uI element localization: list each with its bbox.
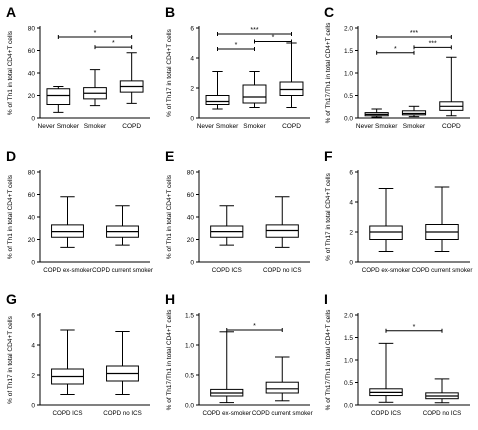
significance-label: *** bbox=[409, 30, 419, 37]
y-tick-label: 6 bbox=[190, 25, 194, 33]
box-2 bbox=[84, 70, 107, 106]
box-2 bbox=[107, 332, 139, 395]
box-3 bbox=[440, 57, 463, 116]
box-1 bbox=[370, 189, 402, 252]
panel-label: D bbox=[6, 148, 17, 164]
box-3 bbox=[280, 43, 303, 108]
iqr-box bbox=[280, 82, 303, 96]
iqr-box bbox=[402, 111, 425, 115]
y-tick-label: 0 bbox=[31, 115, 35, 123]
significance-label: *** bbox=[250, 27, 259, 34]
y-tick-label: 0.5 bbox=[343, 92, 353, 100]
category-label: COPD ex-smoker bbox=[43, 267, 92, 274]
y-tick-label: 40 bbox=[186, 214, 194, 222]
box-1 bbox=[370, 343, 402, 402]
y-tick-label: 20 bbox=[27, 92, 35, 100]
y-tick-label: 2 bbox=[349, 229, 353, 237]
significance-label: *** bbox=[428, 40, 437, 48]
y-tick-label: 20 bbox=[186, 236, 194, 244]
y-tick-label: 1.5 bbox=[184, 312, 194, 320]
category-label: Never Smoker bbox=[196, 123, 239, 130]
box-1 bbox=[47, 87, 70, 113]
box-1 bbox=[52, 197, 84, 248]
panel-label: I bbox=[324, 291, 328, 307]
y-tick-label: 2.0 bbox=[343, 25, 353, 33]
y-tick-label: 2 bbox=[31, 372, 35, 380]
y-tick-label: 4 bbox=[190, 55, 194, 63]
panel-label: E bbox=[165, 148, 175, 164]
iqr-box bbox=[370, 226, 402, 240]
y-tick-label: 4 bbox=[349, 199, 353, 207]
y-tick-label: 0.0 bbox=[184, 402, 194, 410]
iqr-box bbox=[206, 96, 229, 105]
category-label: COPD current smoker bbox=[411, 267, 473, 274]
panel-label: C bbox=[324, 4, 335, 20]
y-tick-label: 0.0 bbox=[343, 115, 353, 123]
category-label: Never Smoker bbox=[355, 123, 398, 130]
category-label: COPD ex-smoker bbox=[202, 410, 251, 417]
category-label: COPD current smoker bbox=[251, 410, 313, 417]
significance-label: * bbox=[412, 323, 416, 331]
panel-label: B bbox=[165, 4, 176, 20]
category-label: COPD ICS bbox=[371, 410, 401, 417]
y-axis-title: % of Th1 in total CD4+T cells bbox=[7, 30, 14, 116]
significance-label: * bbox=[393, 45, 397, 53]
category-label: COPD bbox=[282, 123, 301, 130]
panel-c bbox=[324, 4, 470, 130]
box-1 bbox=[365, 109, 388, 117]
panel-d bbox=[6, 148, 153, 274]
panel-e bbox=[165, 148, 310, 274]
y-tick-label: 0.0 bbox=[343, 402, 353, 410]
box-3 bbox=[120, 53, 143, 104]
significance-label: * bbox=[93, 30, 97, 37]
y-tick-label: 1.0 bbox=[343, 70, 353, 78]
y-tick-label: 80 bbox=[27, 25, 35, 33]
panel-h bbox=[165, 291, 313, 417]
y-tick-label: 0 bbox=[190, 259, 194, 267]
y-tick-label: 60 bbox=[27, 191, 35, 199]
y-axis-title: % of Th17/Th1 in total CD4+T cells bbox=[325, 22, 332, 124]
category-label: COPD bbox=[441, 123, 461, 130]
y-tick-label: 1.5 bbox=[343, 47, 353, 55]
box-1 bbox=[52, 330, 84, 395]
significance-label: * bbox=[234, 42, 238, 49]
panel-i bbox=[324, 291, 470, 417]
y-tick-label: 1.0 bbox=[343, 357, 353, 365]
category-label: COPD no ICS bbox=[103, 410, 142, 417]
y-axis-title: % of Th1 in total CD4+T cells bbox=[166, 174, 173, 260]
y-tick-label: 6 bbox=[31, 312, 35, 320]
category-label: COPD no ICS bbox=[422, 410, 462, 417]
category-label: COPD ICS bbox=[52, 410, 83, 417]
y-tick-label: 60 bbox=[27, 47, 35, 55]
y-tick-label: 0 bbox=[349, 259, 353, 267]
panel-g bbox=[6, 291, 150, 417]
category-label: Smoker bbox=[83, 123, 107, 130]
significance-label: * bbox=[253, 323, 256, 330]
box-2 bbox=[426, 379, 458, 403]
box-2 bbox=[266, 357, 298, 401]
box-2 bbox=[426, 187, 458, 252]
significance-label: * bbox=[271, 34, 275, 42]
y-tick-label: 80 bbox=[27, 169, 35, 177]
category-label: COPD bbox=[122, 123, 142, 130]
box-1 bbox=[206, 72, 229, 110]
y-tick-label: 20 bbox=[27, 236, 35, 244]
y-tick-label: 2 bbox=[190, 85, 194, 93]
y-axis-title: % of Th17/Th1 in total CD4+T cells bbox=[166, 309, 173, 411]
y-tick-label: 0 bbox=[31, 259, 35, 267]
category-label: Smoker bbox=[402, 123, 426, 130]
category-label: COPD current smoker bbox=[92, 267, 153, 274]
iqr-box bbox=[47, 89, 70, 105]
y-tick-label: 40 bbox=[27, 70, 35, 78]
y-tick-label: 0 bbox=[190, 115, 194, 123]
y-axis-title: % of Th17 in total CD4+T cells bbox=[325, 173, 332, 261]
y-axis-title: % of Th17 in total CD4+T cells bbox=[166, 29, 173, 117]
category-label: Never Smoker bbox=[37, 123, 80, 130]
panel-label: A bbox=[6, 4, 17, 20]
panel-label: G bbox=[6, 291, 17, 307]
y-tick-label: 2.0 bbox=[343, 312, 353, 320]
y-tick-label: 80 bbox=[186, 169, 194, 177]
y-tick-label: 0 bbox=[31, 402, 35, 410]
box-1 bbox=[211, 206, 243, 245]
panel-f bbox=[324, 148, 472, 274]
significance-label: * bbox=[111, 40, 115, 48]
panel-a bbox=[6, 4, 150, 130]
y-tick-label: 1.5 bbox=[343, 334, 353, 342]
y-tick-label: 6 bbox=[349, 169, 353, 177]
box-1 bbox=[211, 332, 243, 403]
box-2 bbox=[266, 197, 298, 248]
category-label: Smoker bbox=[243, 123, 266, 130]
category-label: COPD no ICS bbox=[262, 267, 302, 274]
panel-label: H bbox=[165, 291, 176, 307]
y-tick-label: 0.5 bbox=[184, 372, 194, 380]
iqr-box bbox=[243, 85, 266, 103]
y-axis-title: % of Th17/Th1 in total CD4+T cells bbox=[325, 309, 332, 411]
y-tick-label: 0.5 bbox=[343, 379, 353, 387]
panel-label: F bbox=[324, 148, 333, 164]
box-2 bbox=[107, 206, 139, 245]
y-tick-label: 60 bbox=[186, 191, 194, 199]
category-label: COPD ex-smoker bbox=[361, 267, 411, 274]
y-axis-title: % of Th17 in total CD4+T cells bbox=[7, 316, 14, 404]
y-tick-label: 4 bbox=[31, 342, 35, 350]
y-tick-label: 40 bbox=[27, 214, 35, 222]
category-label: COPD ICS bbox=[211, 267, 242, 274]
panel-b bbox=[165, 4, 310, 130]
y-tick-label: 1.0 bbox=[184, 342, 194, 350]
box-2 bbox=[243, 72, 266, 108]
box-2 bbox=[402, 106, 425, 116]
iqr-box bbox=[266, 382, 298, 393]
y-axis-title: % of Th1 in total CD4+T cells bbox=[7, 174, 14, 260]
